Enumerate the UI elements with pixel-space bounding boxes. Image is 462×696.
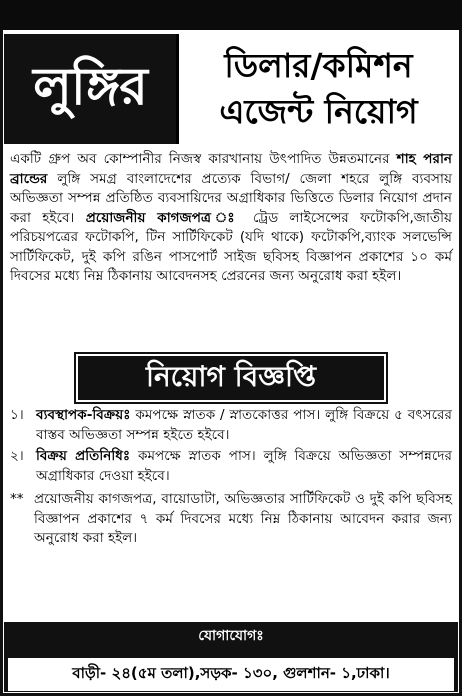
intro-paragraph	[10, 150, 452, 287]
header-line-2: এজেন্ট নিয়োগ	[219, 92, 418, 131]
application-note	[10, 490, 452, 549]
position-item	[10, 406, 452, 445]
position-item	[10, 447, 452, 486]
contact-address: বাড়ী- ২৪(৫ম তলা),সড়ক- ১৩০, গুলশান- ১,ঢাকা।	[8, 658, 454, 691]
position-text: কমপক্ষে স্নাতক / স্নাতকোত্তর পাস। লুঙ্গি বিক্রয়ে ৫ বৎসরের বাস্তব অভিজ্ঞতা সম্পন্ন হইতে হইবে।	[36, 407, 452, 443]
header-title-left: লুঙ্গির	[4, 34, 179, 144]
ad-header	[4, 34, 458, 144]
positions-list	[10, 406, 452, 549]
position-number: ১।	[10, 407, 24, 423]
position-title: ব্যবস্থাপক-বিক্রয়ঃ	[36, 407, 131, 423]
position-number: ২।	[10, 448, 24, 464]
recruitment-banner: নিয়োগ বিজ্ঞপ্তি	[78, 356, 384, 400]
brand-name: শাহ পরান ব্রান্ডের	[10, 151, 452, 187]
note-marker: **	[10, 491, 24, 507]
header-title-right	[179, 34, 458, 144]
contact-title: যোগাযোগঃ	[198, 628, 264, 644]
note-text: প্রয়োজনীয় কাগজপত্র, বায়োডাটা, অভিজ্ঞতার সার্টিফিকেট ও দুই কপি ছবিসহ বিজ্ঞাপন প্রকাশের ৭ কর্ম দিবসের মধ্যে নিম্ন ঠিকানায় আবেদন করার জন্য অনুরোধ করা হইল।	[34, 491, 452, 546]
position-text: কমপক্ষে স্নাতক পাস। লুঙ্গি বিক্রয়ে অভিজ্ঞতা সম্পন্নদের অগ্রাধিকার দেওয়া হইবে।	[36, 448, 453, 484]
documents-text: ট্রেড লাইসেন্সের ফটোকপি,জাতীয় পরিচয়পত্রের ফটোকপি, টিন সার্টিফিকেট (যদি থাকে) ফটোকপি,ব্যাংক সলভেন্সি সার্টিফিকেট, দুই কপি রঙিন পাসপোর্ট সাইজ ছবিসহ বিজ্ঞাপন প্রকাশের ১০ কর্ম দিবসের মধ্যে নিম্ন ঠিকানায় আবেদনসহ প্রেরনের জন্য অনুরোধ করা হইল।	[10, 209, 452, 284]
intro-text-2: লুঙ্গি সমগ্র বাংলাদেশের প্রত্যেক বিভাগ/ জেলা শহরে লুঙ্গি ব্যবসায় অভিজ্ঞতা সম্পন্ন প্রতিষ্ঠিত ব্যবসায়িদের অগ্রাধিকার ভিত্তিতে ডিলার নিয়োগ প্রদান করা হইবে।	[10, 170, 452, 226]
header-line-1: ডিলার/কমিশন	[224, 46, 413, 85]
position-title: বিক্রয় প্রতিনিধিঃ	[36, 448, 131, 464]
contact-box	[4, 622, 458, 692]
intro-text-1: একটি গ্রুপ অব কোম্পানীর নিজস্ব কারখানায় উৎপাদিত উন্নতমানের	[10, 151, 397, 167]
documents-label: প্রয়োজনীয় কাগজপত্র ঃ	[85, 209, 242, 226]
top-black-bar	[0, 0, 462, 30]
